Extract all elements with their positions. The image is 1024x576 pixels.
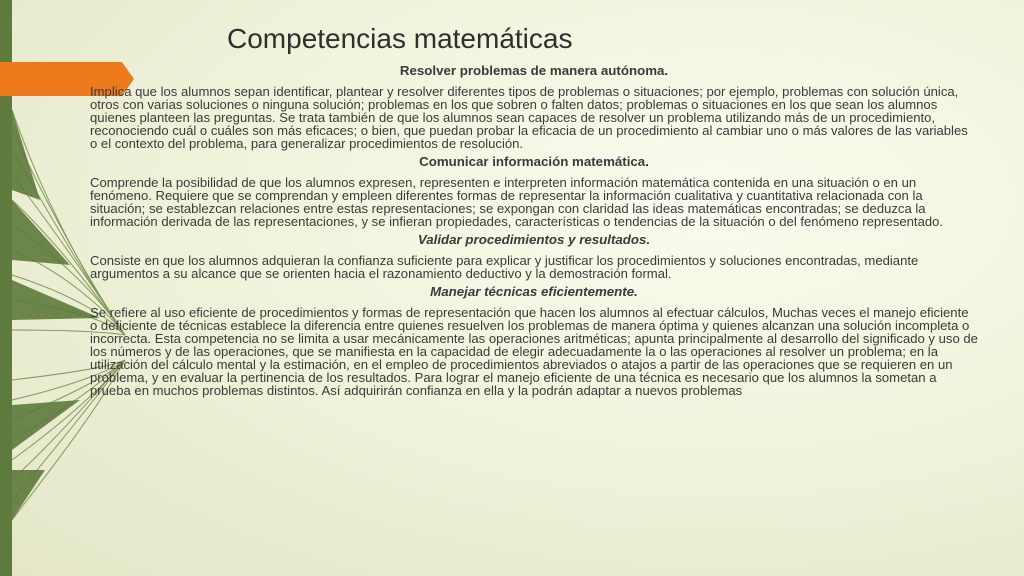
- section-body-manejar-tecnicas: Se refiere al uso eficiente de procedimientos y formas de representación que hacen los alumnos al efectuar cálculos, Muchas veces el manejo eficiente o deficiente de técnicas establece la diferencia entre quienes resuelven los problemas de manera óptima y quienes alcanzan una solución incompleta o incorrecta. Esta competencia no se limita a usar mecánicamente las operaciones aritméticas; apunta principalmente al desarrollo del significado y uso de los números y de las operaciones, que se manifiesta en la capacidad de elegir adecuadamente la o las operaciones al resolver un problema; en la utilización del cálculo mental y la estimación, en el empleo de procedimientos abreviados o atajos a partir de las operaciones que se requieren en un problema, y en evaluar la pertinencia de los resultados. Para lograr el manejo eficiente de una técnica es necesario que los alumnos la sometan a prueba en muchos problemas distintos. Así adquirirán confianza en ella y la podrán adaptar a nuevos problemas: [90, 305, 978, 398]
- slide-content: [90, 64, 978, 397]
- section-heading-validar-procedimientos: Validar procedimientos y resultados.: [417, 232, 651, 247]
- section-body-comunicar-informacion: Comprende la posibilidad de que los alumnos expresen, representen e interpreten información matemática contenida en una situación o en un fenómeno. Requiere que se comprendan y empleen diferentes formas de representar la información cualitativa y cuantitativa relacionada con la situación; se establezcan relaciones entre estas representaciones; se expongan con claridad las ideas matemáticas encontradas; se deduzca la información derivada de las representaciones, y se infieran propiedades, características o tendencias de la situación o del fenómeno representado.: [90, 175, 944, 229]
- section-body-resolver-problemas: Implica que los alumnos sepan identificar, plantear y resolver diferentes tipos de problemas o situaciones; por ejemplo, problemas con solución única, otros con varias soluciones o ninguna solución; problemas en los que sobren o falten datos; problemas o situaciones en los que sean los alumnos quienes planteen las preguntas. Se trata también de que los alumnos sean capaces de resolver un problema utilizando más de un procedimiento, reconociendo cuál o cuáles son más eficaces; o bien, que puedan probar la eficacia de un procedimiento al cambiar uno o más valores de las variables o el contexto del problema, para generalizar procedimientos de resolución.: [90, 84, 968, 151]
- section-heading-resolver-problemas: Resolver problemas de manera autónoma.: [399, 63, 669, 78]
- section-body-validar-procedimientos: Consiste en que los alumnos adquieran la confianza suficiente para explicar y justificar los procedimientos y soluciones encontradas, mediante argumentos a su alcance que se orienten hacia el razonamiento deductivo y la demostración formal.: [90, 253, 919, 281]
- section-heading-comunicar-informacion: Comunicar información matemática.: [419, 154, 649, 169]
- section-heading-manejar-tecnicas: Manejar técnicas eficientemente.: [430, 284, 638, 299]
- slide-title: Competencias matemáticas: [227, 23, 573, 54]
